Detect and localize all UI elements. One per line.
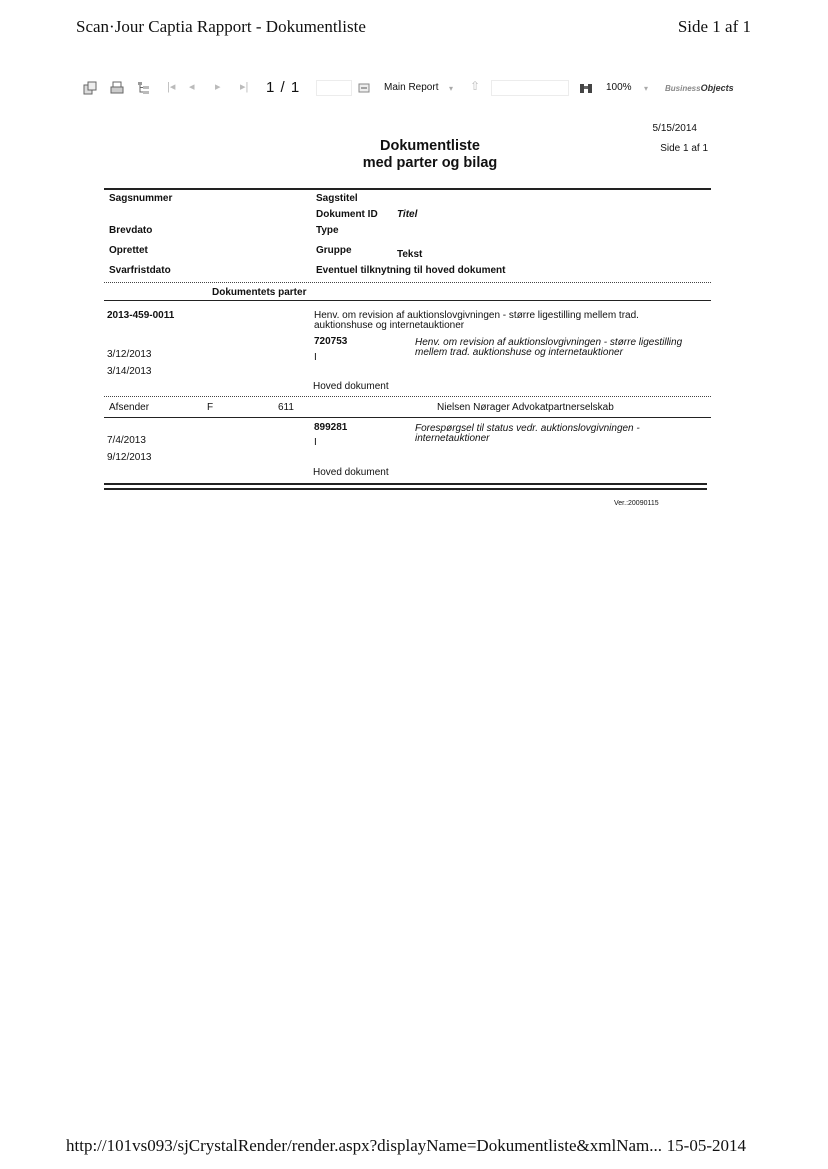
document-oprettet: 9/12/2013 [107, 452, 152, 463]
print-footer-url: http://101vs093/sjCrystalRender/render.aspx?displayName=Dokumentliste&xmlNam... [66, 1136, 662, 1155]
report-version: Ver.:20090115 [614, 500, 659, 507]
report-date: 5/15/2014 [652, 123, 697, 134]
businessobjects-logo: BusinessObjects [665, 83, 734, 93]
party-dotted-rule [104, 396, 711, 397]
party-bottom-rule [104, 417, 711, 418]
document-relation: Hoved dokument [313, 381, 389, 392]
col-svarfristdato: Svarfristdato [109, 265, 171, 276]
document-title: Henv. om revision af auktionslovgivningen - større ligestilling mellem trad. auktionshuse og internetauktioner [415, 337, 683, 358]
print-header-title: Scan·Jour Captia Rapport - Dokumentliste [76, 17, 366, 36]
first-page-icon[interactable]: |◂ [167, 81, 176, 93]
case-title: Henv. om revision af auktionslovgivningen - større ligestilling mellem trad. auktionshuse og internetauktioner [314, 310, 639, 331]
party-name: Nielsen Nørager Advokatpartnerselskab [437, 402, 614, 413]
document-type: I [314, 352, 317, 363]
group-dropdown[interactable]: Main Report [384, 82, 439, 93]
party-number: 611 [278, 402, 294, 413]
search-text-input[interactable] [491, 80, 569, 96]
col-eventuel: Eventuel tilknytning til hoved dokument [316, 265, 506, 276]
col-sagsnummer: Sagsnummer [109, 193, 173, 204]
zoom-arrow-icon[interactable]: ▾ [644, 84, 649, 93]
col-gruppe: Gruppe [316, 245, 352, 256]
footer-rule-1 [104, 483, 707, 485]
document-oprettet: 3/14/2013 [107, 366, 152, 377]
print-footer-date: 15-05-2014 [666, 1136, 746, 1155]
report-subtitle: med parter og bilag [362, 155, 498, 171]
goto-page-input[interactable] [316, 80, 352, 96]
zoom-dropdown[interactable]: 100% [606, 82, 632, 93]
col-type: Type [316, 225, 339, 236]
header-top-rule [104, 188, 711, 190]
footer-rule-2 [104, 488, 707, 490]
col-tekst: Tekst [397, 249, 423, 260]
dropdown-arrow-icon[interactable]: ▾ [449, 84, 454, 93]
print-header-page: Side 1 af 1 [677, 17, 751, 36]
col-dokument-id: Dokument ID [316, 209, 378, 220]
document-brevdato: 3/12/2013 [107, 349, 152, 360]
case-number: 2013-459-0011 [107, 310, 175, 321]
header-bottom-rule [104, 300, 711, 301]
binoculars-icon[interactable] [579, 81, 593, 95]
document-id: 720753 [314, 336, 348, 347]
col-oprettet: Oprettet [109, 245, 148, 256]
group-nav-icon[interactable] [357, 81, 371, 95]
document-type: I [314, 437, 317, 448]
next-page-icon[interactable]: ▸ [215, 81, 221, 93]
document-title: Forespørgsel til status vedr. auktionslovgivningen - internetauktioner [415, 423, 640, 444]
document-brevdato: 7/4/2013 [107, 435, 146, 446]
col-dokumentets-parter: Dokumentets parter [212, 287, 307, 298]
document-relation: Hoved dokument [313, 467, 389, 478]
col-brevdato: Brevdato [109, 225, 153, 236]
group-tree-icon[interactable] [137, 81, 151, 95]
party-code: F [207, 402, 214, 413]
report-page-number: Side 1 af 1 [660, 143, 708, 154]
up-arrow-icon[interactable]: ⇧ [470, 79, 481, 93]
col-titel: Titel [397, 209, 418, 220]
page-indicator: 1 / 1 [266, 79, 301, 96]
print-icon[interactable] [110, 81, 124, 95]
header-dotted-rule [104, 282, 711, 283]
export-icon[interactable] [83, 81, 97, 95]
document-id: 899281 [314, 422, 348, 433]
report-toolbar [76, 78, 744, 100]
col-sagstitel: Sagstitel [316, 193, 358, 204]
last-page-icon[interactable]: ▸| [240, 81, 249, 93]
prev-page-icon[interactable]: ◂ [189, 81, 195, 93]
party-role: Afsender [109, 402, 150, 413]
report-title: Dokumentliste [380, 138, 480, 154]
